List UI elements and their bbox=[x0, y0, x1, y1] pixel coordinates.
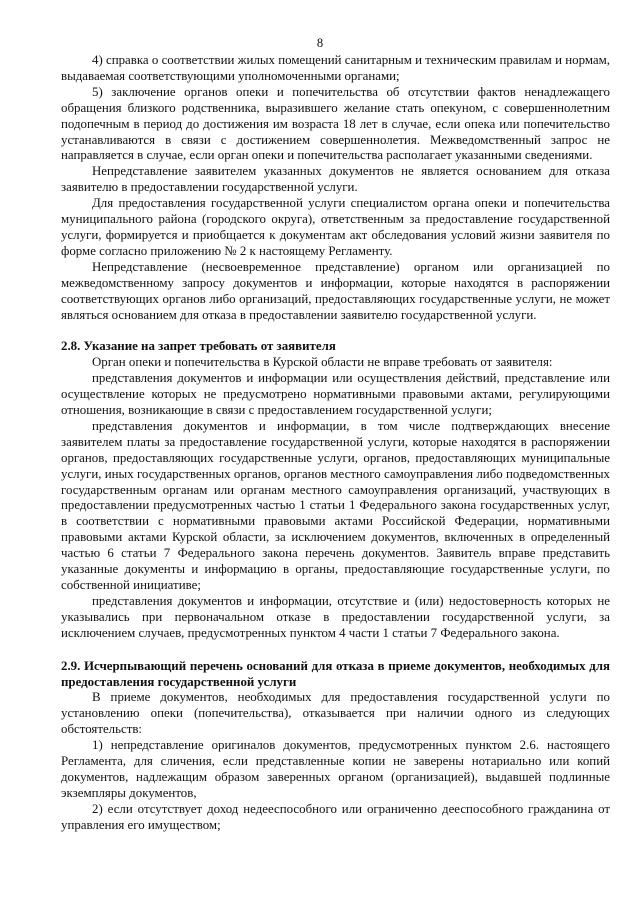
section-2-8-paragraph: представления документов и информации или осуществления действий, представление или осуществление которых не предусмотрено нормативными правовыми актами, регулирующими отношения, возникающие в связи с предоставлением государственной услуги; bbox=[61, 371, 610, 418]
section-2-9-paragraph: 1) непредставление оригиналов документов, предусмотренных пунктом 2.6. настоящего Регламента, для сличения, если представленные копии не заверены нотариально или копий документов, надлежащим образом заверенных органом (организацией), выдавшей подлинные экземпляры документов, bbox=[61, 738, 610, 800]
paragraph-interagency: Непредставление (несвоевременное представление) органом или организацией по межведомственному запросу документов и информации, которые находятся в распоряжении соответствующих органов либо организаций, предоставляющих государственные услуги, не может являться основанием для отказа в предоставлении заявителю государственной услуги. bbox=[61, 259, 610, 322]
section-spacer bbox=[61, 323, 610, 339]
paragraph-item-5: 5) заключение органов опеки и попечительства об отсутствии фактов ненадлежащего обращения близкого родственника, выразившего желание стать опекуном, с совершеннолетним подопечным в период до достижения им возраста 18 лет в случае, если опека или попечительство устанавливаются в связи с достижением совершеннолетия. Межведомственный запрос не направляется в случае, если орган опеки и попечительства располагает указанными сведениями. bbox=[61, 84, 610, 163]
section-2-8-paragraph: Орган опеки и попечительства в Курской области не вправе требовать от заявителя: bbox=[92, 355, 553, 370]
document-body bbox=[61, 53, 610, 834]
paragraph-item-4: 4) справка о соответствии жилых помещений санитарным и техническим правилам и нормам, выдаваемая соответствующими уполномоченными органами; bbox=[61, 53, 610, 83]
section-heading-2-9: 2.9. Исчерпывающий перечень оснований для отказа в приеме документов, необходимых для предоставления государственной услуги bbox=[61, 658, 610, 689]
section-2-8-paragraph: представления документов и информации, отсутствие и (или) недостоверность которых не указывались при первоначальном отказе в предоставлении государственной услуги, за исключением случаев, предусмотренных пунктом 4 части 1 статьи 7 Федерального закона. bbox=[61, 593, 610, 640]
page-number: 8 bbox=[316, 36, 324, 50]
section-2-9-paragraph: В приеме документов, необходимых для предоставления государственной услуги по установлению опеки (попечительства), отказывается при наличии одного из следующих обстоятельств: bbox=[61, 690, 610, 737]
section-2-9-paragraph: 2) если отсутствует доход недееспособного или ограниченно дееспособного гражданина от управления его имуществом; bbox=[61, 801, 610, 832]
section-spacer bbox=[61, 642, 610, 659]
section-heading-2-8: 2.8. Указание на запрет требовать от заявителя bbox=[61, 339, 336, 354]
paragraph-inspection-act: Для предоставления государственной услуги специалистом органа опеки и попечительства муниципального района (городского округа), ответственным за предоставление государственной услуги, формируется и приобщается к документам акт обследования условий жизни заявителя по форме согласно приложению № 2 к настоящему Регламенту. bbox=[61, 196, 610, 258]
section-2-8-paragraph: представления документов и информации, в том числе подтверждающих внесение заявителем платы за предоставление государственной услуги, которые находятся в распоряжении органов, предоставляющих государственные услуги, органов, предоставляющих муниципальные услуги, иных государственных органов, органов местного самоуправления либо подведомственных государственным органам или органам местного самоуправления организаций, участвующих в предоставлении предусмотренных частью 1 статьи 1 Федерального закона государственных услуг, в соответствии с нормативными правовыми актами Российской Федерации, нормативными правовыми актами Курской области, за исключением документов, включенных в определенный частью 6 статьи 7 Федерального закона перечень документов. Заявитель вправе представить указанные документы и информацию в органы, предоставляющие государственные услуги, по собственной инициативе; bbox=[61, 418, 610, 592]
paragraph-nonsubmission: Непредставление заявителем указанных документов не является основанием для отказа заявителю в предоставлении государственной услуги. bbox=[61, 164, 610, 195]
